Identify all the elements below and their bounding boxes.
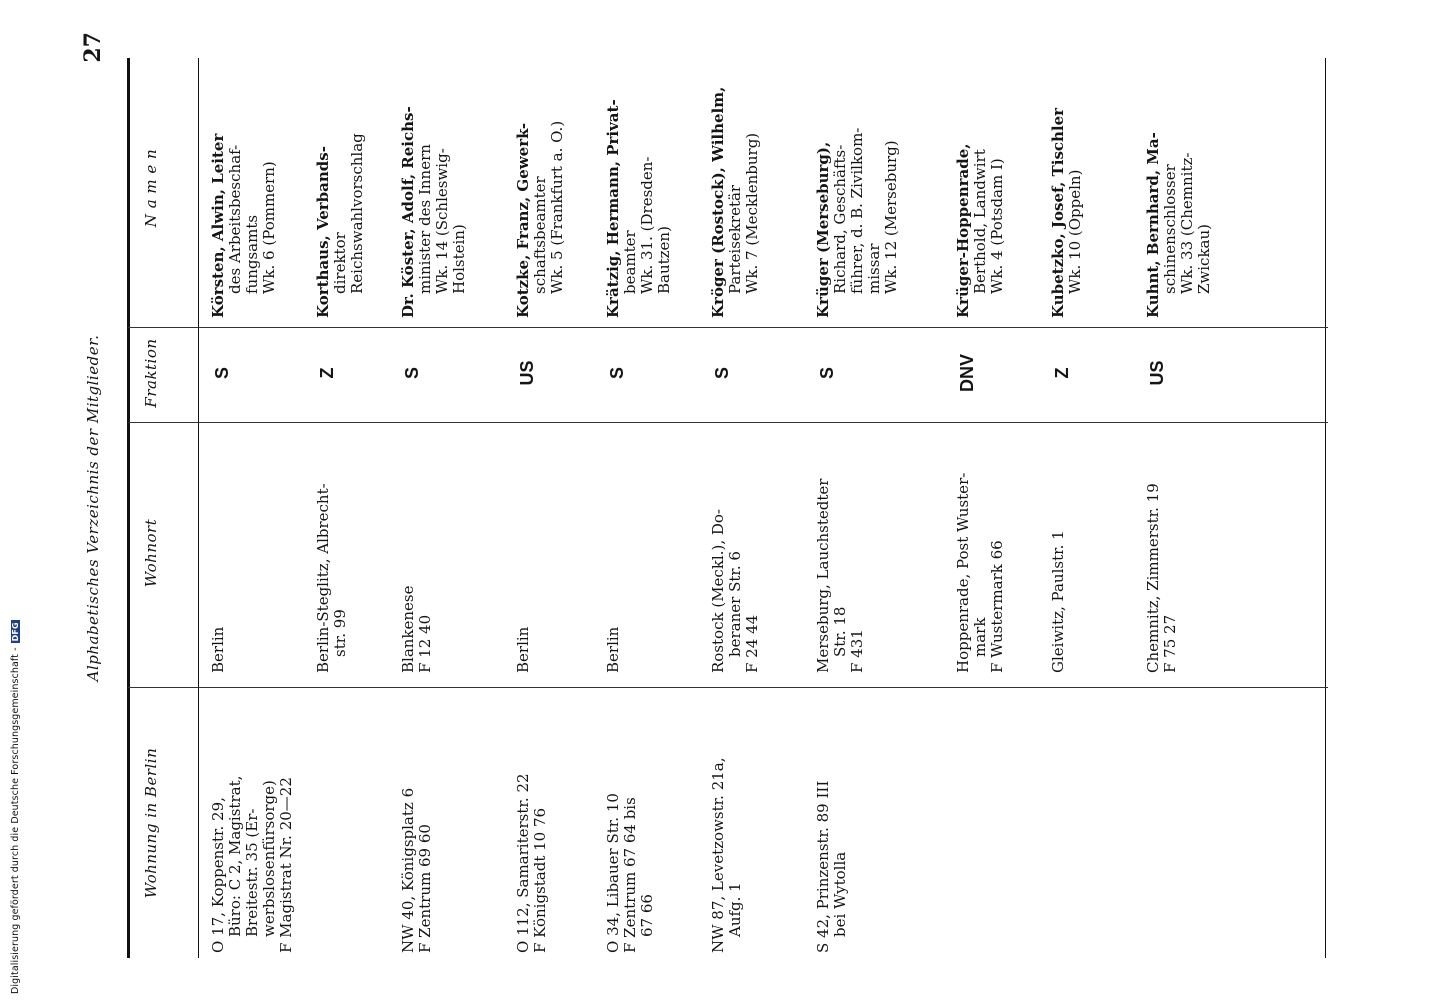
wohnung-berlin xyxy=(815,691,849,953)
wohnung-berlin-line: Aufg. 1 xyxy=(726,882,744,937)
digitization-text: Digitalisierung gefördert durch die Deutsche Forschungsgemeinschaft - xyxy=(10,647,21,994)
wohnort-line: beraner Str. 6 xyxy=(726,551,744,657)
member-name xyxy=(815,48,900,318)
header-wohnung: Wohnung in Berlin xyxy=(142,747,160,899)
fraktion-code: Z xyxy=(1052,367,1072,379)
wohnung-berlin-line: Breitestr. 35 (Er- xyxy=(243,808,261,937)
wohnort xyxy=(815,428,866,673)
member-name-line: Wk. 5 (Frankfurt a. O.) xyxy=(548,120,566,294)
member-name-line: Wk. 12 (Merseburg) xyxy=(882,140,900,294)
wohnung-berlin-line: Büro: C 2, Magistrat, xyxy=(226,775,244,937)
wohnung-berlin-line: NW 40, Königsplatz 6 xyxy=(399,787,417,953)
member-name xyxy=(605,48,673,318)
divider-fraktion-wohnort xyxy=(128,422,1328,423)
member-name-line: Körsten, Alwin, Leiter xyxy=(209,133,227,318)
member-name-line: direktor xyxy=(331,232,349,294)
wohnort xyxy=(710,428,761,673)
member-name-line: missar xyxy=(865,243,883,294)
wohnort-line: F 12 40 xyxy=(416,614,434,673)
wohnort xyxy=(315,428,349,673)
wohnung-berlin-line: 67 66 xyxy=(638,894,656,937)
member-name-line: Parteisekretär xyxy=(726,184,744,294)
header-wohnort: Wohnort xyxy=(142,518,160,588)
wohnung-berlin-line: S 42, Prinzenstr. 89 III xyxy=(814,780,832,953)
wohnort xyxy=(1145,428,1179,673)
wohnung-berlin-line: O 17, Koppenstr. 29, xyxy=(209,797,227,953)
fraktion-code: S xyxy=(212,367,232,380)
wohnort-line: Chemnitz, Zimmerstr. 19 xyxy=(1144,483,1162,673)
page-number: 27 xyxy=(80,32,106,63)
wohnort xyxy=(955,428,1006,673)
member-name-line: minister des Innern xyxy=(416,144,434,294)
header-namen: N a m e n xyxy=(142,148,160,228)
member-name xyxy=(955,48,1006,318)
member-name-line: Kröger (Rostock), Wilhelm, xyxy=(709,86,727,318)
wohnung-berlin-line: F Zentrum 69 60 xyxy=(416,824,434,953)
wohnort-line: Hoppenrade, Post Wuster- xyxy=(954,472,972,673)
member-name xyxy=(315,48,366,318)
member-name-line: Krüger-Hoppenrade, xyxy=(954,143,972,318)
member-name xyxy=(400,48,468,318)
wohnung-berlin-line: O 34, Libauer Str. 10 xyxy=(604,793,622,953)
wohnung-berlin-line: werbslosenfürsorge) xyxy=(260,780,278,937)
wohnort-line: F Wustermark 66 xyxy=(988,540,1006,673)
member-name-line: Wk. 4 (Potsdam I) xyxy=(988,158,1006,294)
member-name-line: Bautzen) xyxy=(655,226,673,294)
wohnort xyxy=(210,428,227,673)
member-name-line: Wk. 31. (Dresden- xyxy=(638,156,656,294)
wohnung-berlin xyxy=(210,691,295,953)
member-name-line: Zwickau) xyxy=(1195,223,1213,294)
rotated-page xyxy=(70,28,1380,978)
fraktion-code: S xyxy=(607,367,627,380)
wohnort-line: Berlin xyxy=(604,626,622,673)
wohnung-berlin xyxy=(605,691,656,953)
member-name-line: führer, d. B. Zivilkom- xyxy=(848,127,866,294)
wohnung-berlin-line: NW 87, Levetzowstr. 21a, xyxy=(709,757,727,953)
member-name-line: Korthaus, Verbands- xyxy=(314,146,332,318)
fraktion-code: S xyxy=(712,367,732,380)
member-name-line: schaftsbeamter xyxy=(531,176,549,294)
wohnung-berlin xyxy=(515,691,549,953)
fraktion-code: Z xyxy=(317,367,337,379)
wohnort-line: str. 99 xyxy=(331,609,349,657)
wohnort-line: mark xyxy=(971,617,989,657)
wohnort-line: Berlin xyxy=(209,626,227,673)
wohnung-berlin xyxy=(400,691,434,953)
header-rule xyxy=(198,58,199,958)
wohnung-berlin-line: O 112, Samariterstr. 22 xyxy=(514,773,532,953)
wohnort xyxy=(605,428,622,673)
member-name-line: Kubetzko, Josef, Tischler xyxy=(1049,107,1067,318)
fraktion-code: US xyxy=(517,360,537,386)
wohnung-berlin-line: bei Wytolla xyxy=(831,851,849,937)
wohnort-line: Str. 18 xyxy=(831,606,849,657)
member-name-line: Kuhnt, Bernhard, Ma- xyxy=(1144,132,1162,318)
wohnung-berlin xyxy=(710,691,744,953)
header-fraktion: Fraktion xyxy=(142,338,160,408)
member-name xyxy=(515,48,566,318)
member-name-line: Reichswahlvorschlag xyxy=(348,133,366,294)
member-name-line: Wk. 14 (Schleswig- xyxy=(433,148,451,294)
member-name xyxy=(210,48,278,318)
wohnort-line: Blankenese xyxy=(399,585,417,673)
wohnort-line: F 431 xyxy=(848,629,866,673)
member-name-line: Wk. 10 (Oppeln) xyxy=(1066,169,1084,294)
member-name-line: Krüger (Merseburg), xyxy=(814,141,832,318)
top-rule xyxy=(127,58,130,958)
wohnort-line: Rostock (Meckl.), Do- xyxy=(709,509,727,673)
wohnort xyxy=(400,428,434,673)
member-name xyxy=(710,48,761,318)
wohnort-line: F 24 44 xyxy=(743,614,761,673)
wohnung-berlin-line: F Zentrum 67 64 bis xyxy=(621,797,639,953)
wohnort-line: Berlin-Steglitz, Albrecht- xyxy=(314,483,332,673)
member-name-line: des Arbeitsbeschaf- xyxy=(226,144,244,294)
member-name-line: Wk. 6 (Pommern) xyxy=(260,161,278,294)
wohnort xyxy=(515,428,532,673)
dfg-logo: DFG xyxy=(11,622,20,642)
wohnort-line: Merseburg, Lauchstedter xyxy=(814,478,832,673)
member-name-line: schinenschlosser xyxy=(1161,164,1179,294)
member-name xyxy=(1050,48,1084,318)
member-name-line: Dr. Köster, Adolf, Reichs- xyxy=(399,106,417,318)
wohnort-line: F 75 27 xyxy=(1161,614,1179,673)
fraktion-code: DNV xyxy=(957,354,977,393)
bottom-rule xyxy=(1325,58,1326,958)
divider-wohnort-wohnung xyxy=(128,687,1328,688)
member-name-line: beamter xyxy=(621,230,639,294)
member-name-line: fungsamts xyxy=(243,214,261,294)
member-name-line: Krätzig, Hermann, Privat- xyxy=(604,99,622,318)
page-title: Alphabetisches Verzeichnis der Mitglieder. xyxy=(84,334,102,682)
member-name-line: Kotzke, Franz, Gewerk- xyxy=(514,122,532,318)
digitization-note xyxy=(10,614,24,994)
member-name-line: Berthold, Landwirt xyxy=(971,149,989,294)
wohnort xyxy=(1050,428,1067,673)
wohnung-berlin-line: F Königstadt 10 76 xyxy=(531,807,549,953)
member-name-line: Richard, Geschäfts- xyxy=(831,144,849,294)
member-name-line: Holstein) xyxy=(450,224,468,294)
member-name-line: Wk. 7 (Mecklenburg) xyxy=(743,132,761,294)
member-name-line: Wk. 33 (Chemnitz- xyxy=(1178,152,1196,294)
fraktion-code: S xyxy=(817,367,837,380)
fraktion-code: S xyxy=(402,367,422,380)
fraktion-code: US xyxy=(1147,360,1167,386)
wohnung-berlin-line: F Magistrat Nr. 20—22 xyxy=(277,777,295,953)
wohnort-line: Gleiwitz, Paulstr. 1 xyxy=(1049,530,1067,673)
member-name xyxy=(1145,48,1213,318)
wohnort-line: Berlin xyxy=(514,626,532,673)
